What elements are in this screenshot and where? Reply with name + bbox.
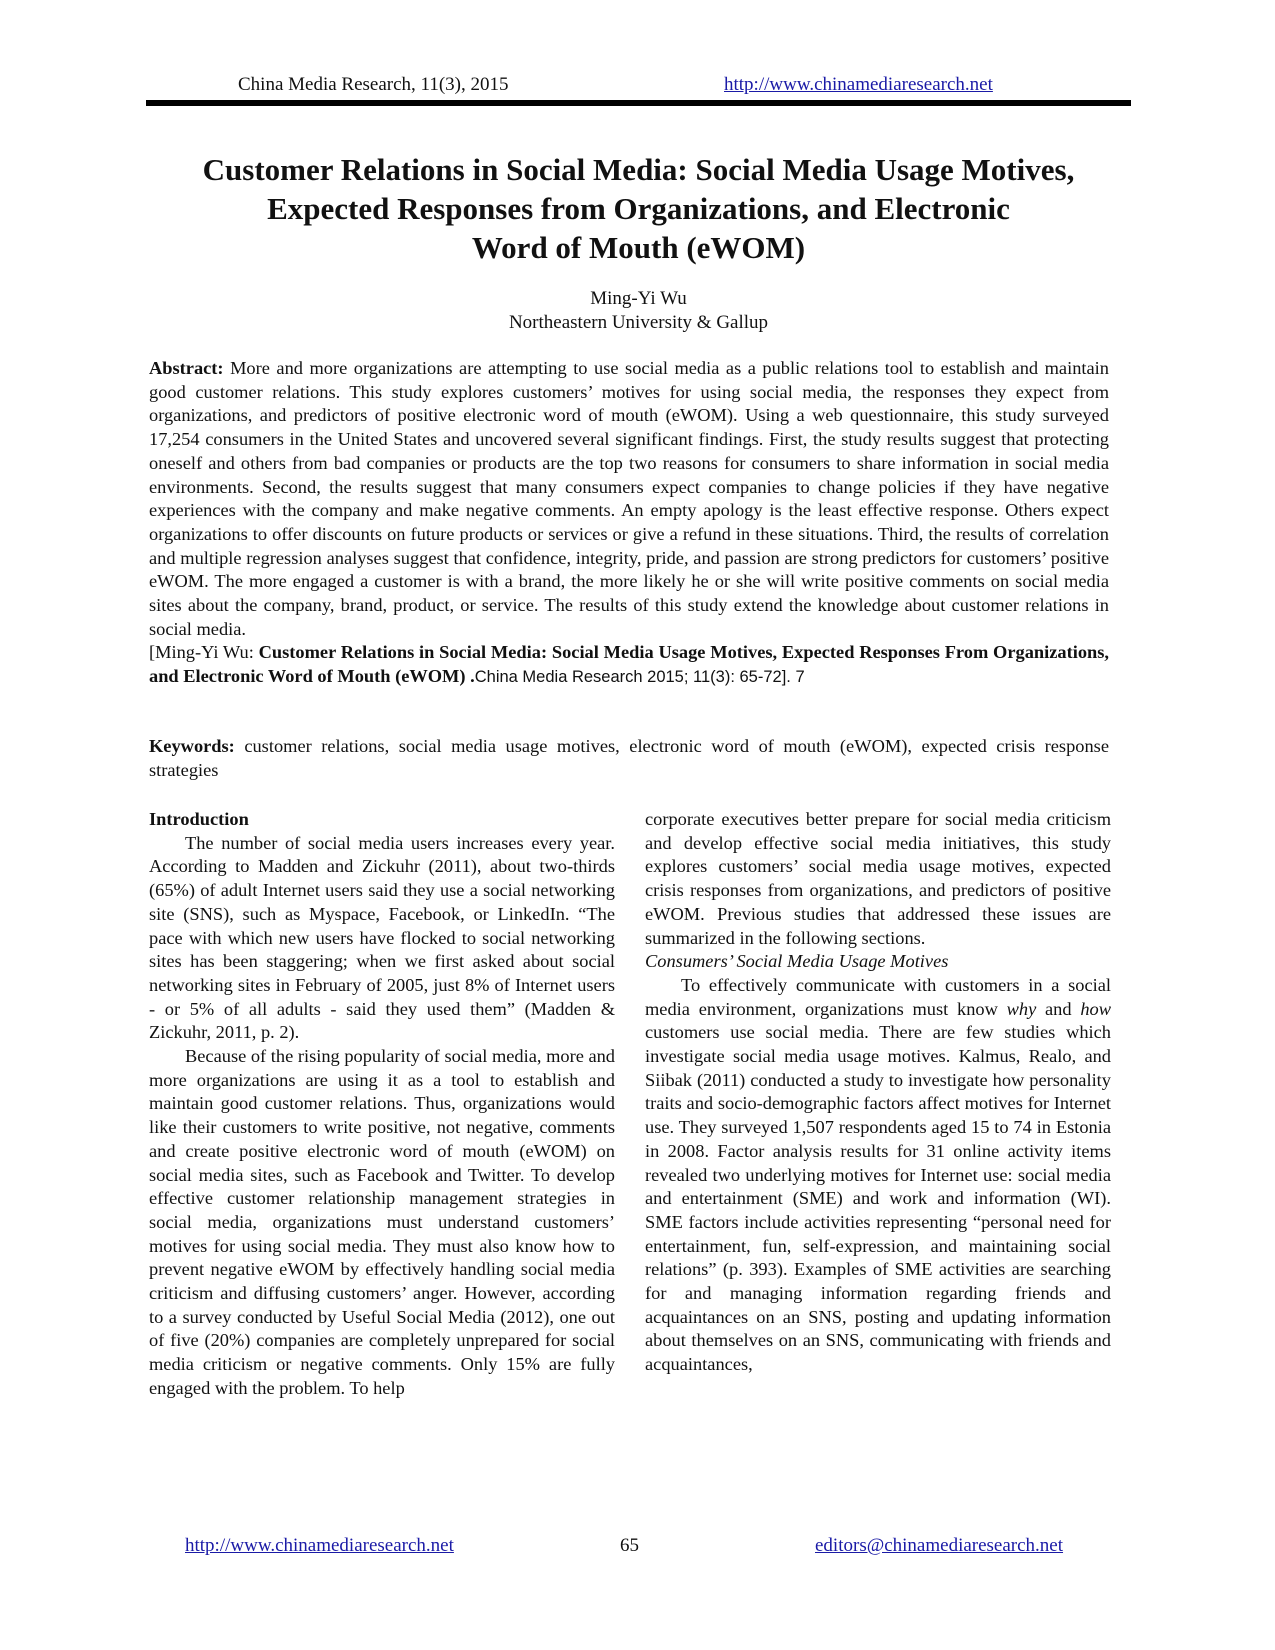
footer-link[interactable]: http://www.chinamediaresearch.net xyxy=(185,1535,454,1556)
footer-email-link[interactable]: editors@chinamediaresearch.net xyxy=(815,1535,1064,1556)
page-number: 65 xyxy=(620,1535,639,1556)
journal-citation: China Media Research, 11(3), 2015 xyxy=(238,74,509,95)
body-paragraph: The number of social media users increases every year. According to Madden and Zickuhr (2011), about two-thirds (65%) of adult Internet users said they use a social networking site (SNS), such as Myspace, Facebook, or LinkedIn. “The pace with which new users have flocked to social networking sites has been staggering; when we first asked about social networking sites in February of 2005, just 8% of Internet users - or 5% of all adults - said they used them” (Madden & Zickuhr, 2011, p. 2). xyxy=(149,832,615,1043)
abstract-text: More and more organizations are attempting to use social media as a public relations tool to establish and maintain good customer relations. This study explores customers’ motives for using social media, the responses they expect from organizations, and predictors of positive electronic word of mouth (eWOM). Using a web questionnaire, this study surveyed 17,254 consumers in the United States and uncovered several significant findings. First, the study results suggest that protecting oneself and others from bad companies or products are the top two reasons for consumers to share information in social media environments. Second, the results suggest that many consumers expect companies to change policies if they have negative experiences with the company and make negative comments. An empty apology is the least effective response. Others expect organizations to offer discounts on future products or services or give a refund in these situations. Third, the results of correlation and multiple regression analyses suggest that confidence, integrity, pride, and passion are strong predictors for customers’ positive eWOM. The more engaged a customer is with a brand, the more likely he or she will write positive comments on social media sites about the company, brand, product, or service. The results of this study extend the knowledge about customer relations in social media. xyxy=(149,358,1109,639)
emphasis-why: why xyxy=(1006,998,1037,1019)
title-line: Customer Relations in Social Media: Social Media Usage Motives, xyxy=(202,152,1075,187)
author-affiliation: Northeastern University & Gallup xyxy=(508,312,769,333)
body-text: customers use social media. There are few studies which investigate social media usage motives. Kalmus, Realo, and Siibak (2011) conducted a study to investigate how personality traits and socio-demographic factors affect motives for Internet use. They surveyed 1,507 respondents aged 15 to 74 in Estonia in 2008. Factor analysis results for 31 online activity items revealed two underlying motives for Internet use: social media and entertainment (SME) and work and information (WI). SME factors include activities representing “personal need for entertainment, fun, self-expression, and maintaining social relations” (p. 393). Examples of SME activities are searching for and managing information regarding friends and acquaintances on an SNS, posting and updating information about themselves on an SNS, communicating with friends and acquaintances, xyxy=(645,1022,1111,1375)
citation-prefix: [Ming-Yi Wu: xyxy=(149,642,259,663)
body-text: To effectively communicate with customers in a social media environment, organizations must know xyxy=(645,974,1111,1019)
body-text: and xyxy=(1036,998,1081,1019)
author-name: Ming-Yi Wu xyxy=(590,288,687,309)
citation-title: Customer Relations in Social Media: Social Media Usage Motives, Expected Responses From Organizations, and Electronic Word of Mouth (eWOM) . xyxy=(149,642,1110,687)
paper-title xyxy=(146,150,1131,267)
citation xyxy=(149,641,1109,689)
body-paragraph xyxy=(645,974,1111,1377)
subsection-heading: Consumers’ Social Media Usage Motives xyxy=(645,951,949,972)
body-paragraph: Because of the rising popularity of social media, more and more organizations are using it as a tool to establish and maintain good customer relations. Thus, organizations would like their customers to write positive, not negative, comments and create positive electronic word of mouth (eWOM) on social media sites, such as Facebook and Twitter. To develop effective customer relationship management strategies in social media, organizations must understand customers’ motives for using social media. They must also know how to prevent negative eWOM by effectively handling social media criticism and diffusing customers’ anger. However, according to a survey conducted by Useful Social Media (2012), one out of five (20%) companies are completely unprepared for social media criticism or negative comments. Only 15% are fully engaged with the problem. To help xyxy=(149,1046,616,1398)
header-link[interactable]: http://www.chinamediaresearch.net xyxy=(724,74,993,95)
header-rule xyxy=(146,100,1131,106)
running-header xyxy=(146,72,1131,102)
right-column xyxy=(645,808,1111,1377)
page-footer xyxy=(146,1535,1131,1561)
title-line: Expected Responses from Organizations, and Electronic xyxy=(267,191,1010,226)
citation-tail: China Media Research 2015; 11(3): 65-72]. 7 xyxy=(474,668,805,687)
abstract-label: Abstract: xyxy=(149,358,224,378)
emphasis-how: how xyxy=(1080,998,1111,1019)
author-block xyxy=(146,287,1131,335)
section-heading: Introduction xyxy=(149,809,249,829)
body-paragraph: corporate executives better prepare for social media criticism and develop effective social media initiatives, this study explores customers’ social media usage motives, expected crisis responses from organizations, and predictors of positive eWOM. Previous studies that addressed these issues are summarized in the following sections. xyxy=(645,809,1111,948)
title-line: Word of Mouth (eWOM) xyxy=(471,230,806,265)
abstract-paragraph xyxy=(149,357,1109,641)
abstract xyxy=(149,357,1109,690)
keywords-text: customer relations, social media usage motives, electronic word of mouth (eWOM), expected crisis response strategies xyxy=(149,736,1109,780)
keywords xyxy=(149,735,1109,782)
keywords-label: Keywords: xyxy=(149,736,235,756)
left-column xyxy=(149,808,615,1401)
